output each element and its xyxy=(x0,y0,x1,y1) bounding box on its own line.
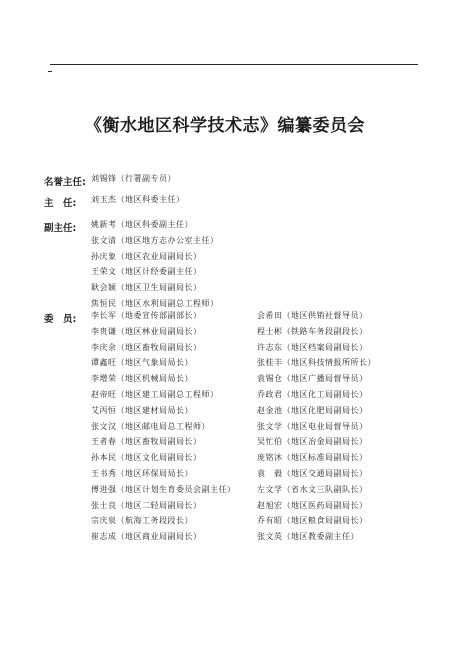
member-role: （地区卫生局副局长） xyxy=(116,283,202,293)
member-name: 李庆余 xyxy=(91,342,117,352)
member-name: 张桂丰 xyxy=(257,358,283,368)
member-name: 赵金池 xyxy=(257,405,283,415)
label-deputy-director: 副主任: xyxy=(44,223,77,234)
member-entry xyxy=(257,500,368,511)
member-name: 李增荣 xyxy=(91,374,117,384)
member-entry xyxy=(257,484,368,495)
member-entry xyxy=(257,373,368,384)
member-name: 袁锡仓 xyxy=(257,374,283,384)
member-name: 姚新考 xyxy=(91,220,117,229)
member-name: 张士良 xyxy=(91,500,117,510)
member-role: （地区水利局副总工程师） xyxy=(116,299,219,308)
member-name: 乔有昭 xyxy=(257,516,283,526)
member-role: （地区科技情报所所长） xyxy=(282,358,376,368)
member-role: （地区邮电局总工程师） xyxy=(116,421,210,431)
member-name: 庞铭沐 xyxy=(257,453,283,463)
member-name: 孙本民 xyxy=(91,453,117,463)
member-name: 王者春 xyxy=(91,437,117,447)
member-entry xyxy=(257,326,368,337)
member-name: 王荣文 xyxy=(91,267,117,277)
member-entry xyxy=(91,373,193,384)
member-name: 张文学 xyxy=(257,421,283,431)
member-name: 谭鑫旺 xyxy=(91,358,117,368)
member-role: （地区畜牧局副局长） xyxy=(116,437,202,447)
member-role: （地区教委副主任） xyxy=(282,532,359,542)
member-role: （地区粮食局副局长） xyxy=(282,516,368,526)
member-entry xyxy=(91,531,202,542)
member-entry xyxy=(91,282,202,293)
member-name: 会希田 xyxy=(257,311,283,320)
member-name: 赵帝旺 xyxy=(91,390,117,399)
member-name: 张文汉 xyxy=(91,421,117,431)
member-role: （地区冶金局副局长） xyxy=(282,437,368,447)
member-entry xyxy=(91,357,193,368)
member-role: （地区科委主任） xyxy=(116,195,185,204)
member-entry xyxy=(257,468,368,479)
member-entry xyxy=(257,310,368,321)
member-role: （行署副专员） xyxy=(116,174,176,183)
member-entry xyxy=(91,173,176,184)
member-entry xyxy=(257,452,368,463)
member-entry xyxy=(91,310,202,321)
member-role: （地区计经委副主任） xyxy=(116,267,202,277)
member-name: 袁 毅 xyxy=(257,469,283,478)
member-entry xyxy=(91,251,202,262)
member-entry xyxy=(91,266,202,277)
member-name: 焦恒民 xyxy=(91,299,117,308)
member-name: 吴忙伯 xyxy=(257,437,283,447)
member-entry xyxy=(91,219,193,230)
member-entry xyxy=(257,405,368,416)
page-title: 《衡水地区科学技术志》编纂委员会 xyxy=(85,116,365,136)
member-role: （地区交通局副局长） xyxy=(282,469,368,478)
member-name: 李贵谦 xyxy=(91,326,117,336)
member-name: 赵旭宏 xyxy=(257,500,283,510)
member-role: （地区标准局副局长） xyxy=(282,453,368,463)
member-entry xyxy=(91,436,202,447)
member-entry xyxy=(91,468,193,479)
member-name: 刘锡锋 xyxy=(91,174,117,183)
member-role: （地区畜牧局副局长） xyxy=(116,342,202,352)
member-entry xyxy=(91,515,193,526)
member-name: 艾丙恒 xyxy=(91,405,117,415)
member-entry xyxy=(91,389,219,400)
member-role: （地区商业局副局长） xyxy=(116,532,202,542)
member-entry xyxy=(91,484,236,495)
member-name: 张文英 xyxy=(257,532,283,542)
member-name: 程士彬 xyxy=(257,326,283,336)
member-entry xyxy=(257,531,359,542)
member-role: （省水文三队副队长） xyxy=(282,484,368,494)
label-members: 委 员: xyxy=(44,314,77,325)
member-role: （地区气象局局长） xyxy=(116,358,193,368)
member-role: （地区电业局督导员） xyxy=(282,421,368,431)
member-name: 宗庆泉 xyxy=(91,516,117,526)
member-entry xyxy=(91,298,219,309)
member-name: 傅进强 xyxy=(91,484,117,494)
member-role: （地区化工局副局长） xyxy=(282,390,368,399)
member-name: 耿会颖 xyxy=(91,283,117,293)
member-entry xyxy=(91,405,193,416)
member-role: （地区林业局副局长） xyxy=(116,326,202,336)
member-name: 孙庆象 xyxy=(91,251,117,261)
member-role: （地区地方志办公室主任） xyxy=(116,235,219,245)
member-name: 刘玉杰 xyxy=(91,195,117,204)
member-role: （地区环保局局长） xyxy=(116,469,193,478)
member-name: 崔志成 xyxy=(91,532,117,542)
member-role: （地区供销社督导员） xyxy=(282,311,368,320)
member-role: （地区化肥局副局长） xyxy=(282,405,368,415)
member-role: （地区建工局副总工程师） xyxy=(116,390,219,399)
member-name: 李长军 xyxy=(91,311,117,320)
member-role: （地区机械局局长） xyxy=(116,374,193,384)
member-entry xyxy=(91,326,202,337)
member-entry xyxy=(91,500,202,511)
member-role: （地区二轻局副局长） xyxy=(116,500,202,510)
member-role: （地区档案局副局长） xyxy=(282,342,368,352)
member-entry xyxy=(91,235,219,246)
member-entry xyxy=(91,452,202,463)
member-role: （地区广播局督导员） xyxy=(282,374,368,384)
member-entry xyxy=(257,436,368,447)
top-rule xyxy=(50,64,418,65)
member-role: （地委宣传部副部长） xyxy=(116,311,202,320)
member-entry xyxy=(91,194,185,205)
member-entry xyxy=(257,357,376,368)
member-name: 乔政君 xyxy=(257,390,283,399)
member-name: 许志东 xyxy=(257,342,283,352)
member-role: （地区计划生育委员会副主任） xyxy=(116,484,236,494)
member-role: （地区医药局副局长） xyxy=(282,500,368,510)
member-role: （地区农业局副局长） xyxy=(116,251,202,261)
label-honorary-director: 名誉主任: xyxy=(44,177,86,188)
member-name: 王书秀 xyxy=(91,469,117,478)
label-director: 主 任: xyxy=(44,198,77,209)
member-name: 张文清 xyxy=(91,235,117,245)
member-entry xyxy=(91,342,202,353)
member-name: 左文学 xyxy=(257,484,283,494)
member-role: （地区文化局副局长） xyxy=(116,453,202,463)
member-role: （航海工务段段长） xyxy=(116,516,193,526)
member-entry xyxy=(257,515,368,526)
member-role: （地区建材局局长） xyxy=(116,405,193,415)
member-role: （铁路车务段副段长） xyxy=(282,326,368,336)
member-entry xyxy=(91,421,210,432)
member-role: （地区科委副主任） xyxy=(116,220,193,229)
rule-mark xyxy=(48,71,52,72)
member-entry xyxy=(257,389,368,400)
member-entry xyxy=(257,421,368,432)
member-entry xyxy=(257,342,368,353)
